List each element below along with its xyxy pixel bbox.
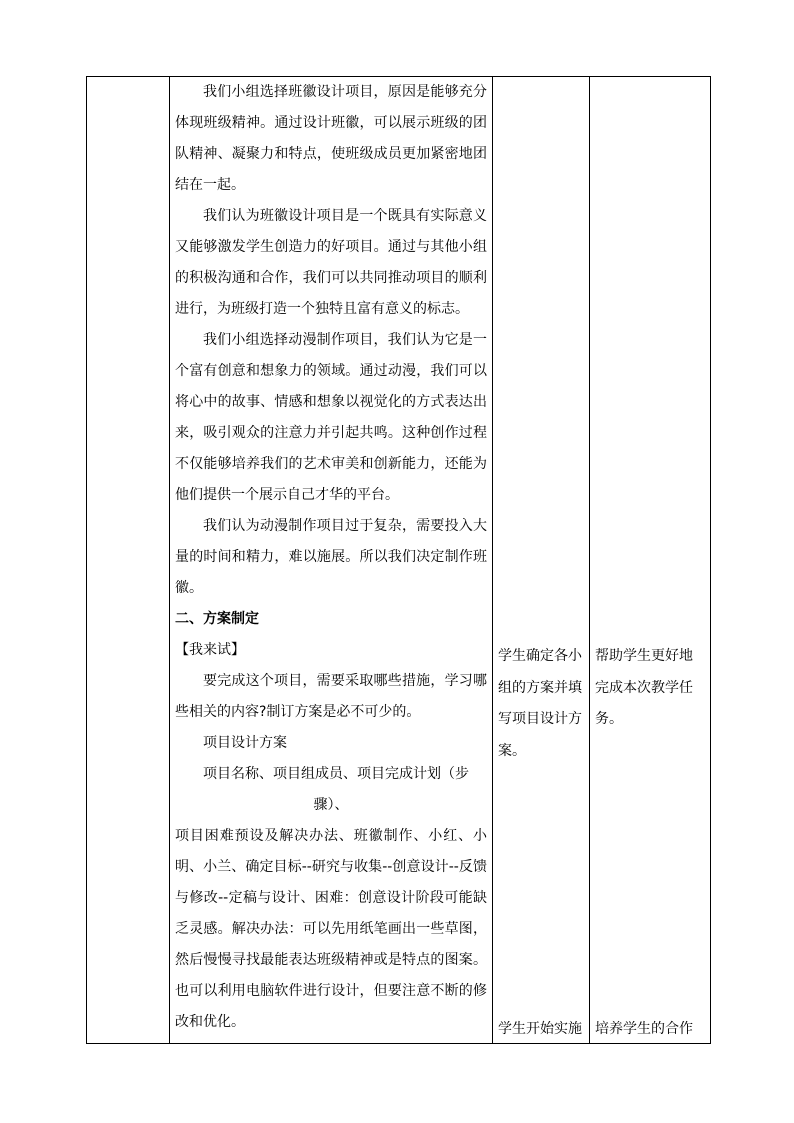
teaching-content-text [170, 77, 492, 1038]
paragraph-plan-intro: 要完成这个项目，需要采取哪些措施，学习哪些相关的内容?制订方案是必不可少的。 [175, 673, 487, 720]
plan-title: 项目设计方案 [203, 735, 287, 751]
paragraph-badge-reason: 我们小组选择班徽设计项目，原因是能够充分体现班级精神。通过设计班徽，可以展示班级的团队精神、凝聚力和特点，使班级成员更加紧密地团结在一起。 [175, 84, 487, 193]
plan-fields-line-2: 骤）、 [313, 797, 349, 813]
student-activity-block-2 [493, 1014, 589, 1046]
design-intent-block-2 [590, 1014, 710, 1046]
design-intent-block-1 [590, 641, 710, 736]
section-heading: 二、方案制定 [175, 611, 259, 627]
lesson-plan-table [86, 76, 711, 1044]
student-activity-line: 组的方案并填 [498, 679, 582, 696]
student-activity-block-1 [493, 641, 589, 767]
plan-fields-line: 项目名称、项目组成员、项目完成计划（步 [203, 766, 469, 782]
student-activity-line: 案。 [498, 742, 526, 759]
paragraph-decision: 我们认为动漫制作项目过于复杂，需要投入大量的时间和精力，难以施展。所以我们决定制作班徽。 [175, 518, 487, 596]
plan-body: 项目困难预设及解决办法、班徽制作、小红、小明、小兰、确定目标--研究与收集--创意设计--反馈与修改--定稿与设计、困难：创意设计阶段可能缺乏灵感。解决办法：可以先用纸笔画出一些草图，然后慢慢寻找最能表达班级精神或是特点的图案。也可以利用电脑软件进行设计，但要注意不断的修改和优化。 [175, 828, 487, 1030]
student-activity-cell [493, 77, 590, 1044]
student-activity-line: 学生确定各小 [498, 648, 582, 664]
design-intent-line: 务。 [595, 711, 623, 727]
student-activity-line: 写项目设计方 [498, 711, 582, 727]
teaching-content-cell [170, 77, 493, 1044]
paragraph-animation-reason: 我们小组选择动漫制作项目，我们认为它是一个富有创意和想象力的领域。通过动漫，我们可以将心中的故事、情感和想象以视觉化的方式表达出来，吸引观众的注意力并引起共鸣。这种创作过程不仅能够培养我们的艺术审美和创新能力，还能为他们提供一个展示自己才华的平台。 [175, 332, 487, 503]
design-intent-line: 完成本次教学任 [595, 679, 693, 696]
table-row [87, 77, 711, 1044]
try-label: 【我来试】 [175, 642, 245, 658]
student-activity-line: 学生开始实施 [498, 1021, 582, 1037]
stage-column-cell [87, 77, 170, 1044]
design-intent-line: 培养学生的合作 [595, 1021, 693, 1037]
design-intent-cell [590, 77, 711, 1044]
design-intent-line: 帮助学生更好地 [595, 648, 693, 664]
paragraph-badge-evaluation: 我们认为班徽设计项目是一个既具有实际意义又能够激发学生创造力的好项目。通过与其他小组的积极沟通和合作，我们可以共同推动项目的顺利进行，为班级打造一个独特且富有意义的标志。 [175, 208, 487, 317]
